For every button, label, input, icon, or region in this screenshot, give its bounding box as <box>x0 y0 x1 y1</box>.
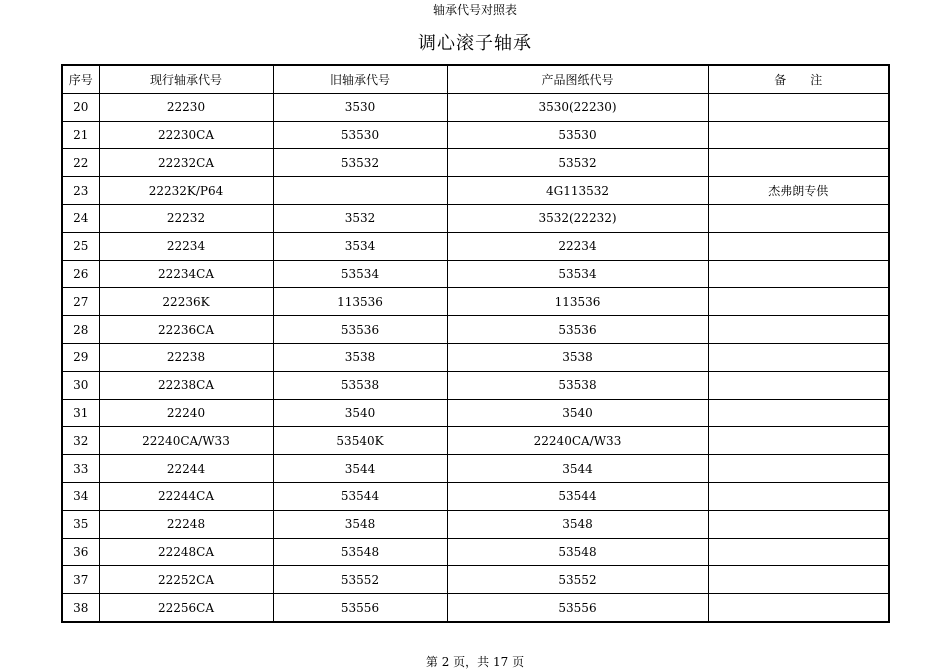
cell-remarks <box>708 343 889 371</box>
cell-old-code: 3548 <box>273 510 447 538</box>
cell-drawing-code: 113536 <box>447 288 708 316</box>
cell-old-code: 53556 <box>273 594 447 622</box>
cell-drawing-code: 53532 <box>447 149 708 177</box>
cell-remarks <box>708 232 889 260</box>
cell-drawing-code: 3540 <box>447 399 708 427</box>
cell-drawing-code: 53556 <box>447 594 708 622</box>
cell-drawing-code: 22240CA/W33 <box>447 427 708 455</box>
cell-remarks <box>708 566 889 594</box>
cell-old-code: 53544 <box>273 482 447 510</box>
cell-current-code: 22232CA <box>99 149 273 177</box>
cell-drawing-code: 53534 <box>447 260 708 288</box>
table-row <box>62 93 889 121</box>
column-header-drawing-code: 产品图纸代号 <box>447 65 708 93</box>
cell-drawing-code: 3548 <box>447 510 708 538</box>
cell-remarks <box>708 93 889 121</box>
cell-current-code: 22256CA <box>99 594 273 622</box>
table-header-row <box>62 65 889 93</box>
cell-current-code: 22248CA <box>99 538 273 566</box>
table-row <box>62 371 889 399</box>
cell-current-code: 22236CA <box>99 316 273 344</box>
cell-drawing-code: 53536 <box>447 316 708 344</box>
cell-remarks <box>708 510 889 538</box>
table-row <box>62 566 889 594</box>
cell-index: 25 <box>62 232 99 260</box>
cell-remarks <box>708 594 889 622</box>
cell-index: 23 <box>62 177 99 205</box>
cell-remarks <box>708 482 889 510</box>
cell-remarks <box>708 288 889 316</box>
cell-index: 36 <box>62 538 99 566</box>
document-title: 调心滚子轴承 <box>418 33 532 54</box>
cell-current-code: 22238CA <box>99 371 273 399</box>
cell-old-code: 3534 <box>273 232 447 260</box>
table-row <box>62 510 889 538</box>
cell-old-code: 53548 <box>273 538 447 566</box>
cell-index: 26 <box>62 260 99 288</box>
cell-old-code: 3530 <box>273 93 447 121</box>
cell-index: 28 <box>62 316 99 344</box>
cell-drawing-code: 3530(22230) <box>447 93 708 121</box>
cell-remarks <box>708 538 889 566</box>
running-header: 轴承代号对照表 <box>432 3 517 17</box>
cell-drawing-code: 3532(22232) <box>447 204 708 232</box>
cell-index: 22 <box>62 149 99 177</box>
cell-drawing-code: 3538 <box>447 343 708 371</box>
cell-drawing-code: 53530 <box>447 121 708 149</box>
column-header-index: 序号 <box>62 65 99 93</box>
table-row <box>62 343 889 371</box>
table-row <box>62 594 889 622</box>
cell-drawing-code: 3544 <box>447 455 708 483</box>
cell-drawing-code: 53538 <box>447 371 708 399</box>
cell-index: 20 <box>62 93 99 121</box>
cell-old-code: 53530 <box>273 121 447 149</box>
cell-drawing-code: 53544 <box>447 482 708 510</box>
table-row <box>62 121 889 149</box>
cell-current-code: 22230CA <box>99 121 273 149</box>
cell-index: 29 <box>62 343 99 371</box>
cell-remarks: 杰弗朗专供 <box>708 177 889 205</box>
cell-index: 24 <box>62 204 99 232</box>
cell-current-code: 22232K/P64 <box>99 177 273 205</box>
cell-old-code: 53532 <box>273 149 447 177</box>
cell-remarks <box>708 149 889 177</box>
table-row <box>62 427 889 455</box>
cell-current-code: 22252CA <box>99 566 273 594</box>
cell-current-code: 22232 <box>99 204 273 232</box>
cell-old-code: 53536 <box>273 316 447 344</box>
bearing-code-table <box>61 64 890 623</box>
cell-remarks <box>708 260 889 288</box>
cell-current-code: 22236K <box>99 288 273 316</box>
cell-current-code: 22248 <box>99 510 273 538</box>
table-row <box>62 232 889 260</box>
cell-index: 32 <box>62 427 99 455</box>
cell-remarks <box>708 427 889 455</box>
cell-index: 27 <box>62 288 99 316</box>
cell-old-code: 3532 <box>273 204 447 232</box>
cell-old-code: 3540 <box>273 399 447 427</box>
cell-drawing-code: 53552 <box>447 566 708 594</box>
cell-current-code: 22230 <box>99 93 273 121</box>
table-row <box>62 399 889 427</box>
cell-old-code: 3544 <box>273 455 447 483</box>
cell-index: 30 <box>62 371 99 399</box>
table-row <box>62 260 889 288</box>
cell-current-code: 22244CA <box>99 482 273 510</box>
table-body <box>62 93 889 622</box>
cell-index: 35 <box>62 510 99 538</box>
cell-remarks <box>708 204 889 232</box>
cell-old-code <box>273 177 447 205</box>
cell-old-code: 53534 <box>273 260 447 288</box>
cell-index: 38 <box>62 594 99 622</box>
cell-remarks <box>708 455 889 483</box>
cell-current-code: 22244 <box>99 455 273 483</box>
cell-old-code: 53538 <box>273 371 447 399</box>
cell-index: 33 <box>62 455 99 483</box>
cell-remarks <box>708 316 889 344</box>
table-row <box>62 482 889 510</box>
cell-remarks <box>708 399 889 427</box>
table-row <box>62 455 889 483</box>
cell-current-code: 22234 <box>99 232 273 260</box>
column-header-remarks: 备 注 <box>708 65 889 93</box>
column-header-old-code: 旧轴承代号 <box>273 65 447 93</box>
page-number: 第 2 页，共 17 页 <box>425 655 525 669</box>
table-row <box>62 316 889 344</box>
cell-drawing-code: 22234 <box>447 232 708 260</box>
cell-index: 37 <box>62 566 99 594</box>
cell-remarks <box>708 121 889 149</box>
cell-drawing-code: 4G113532 <box>447 177 708 205</box>
table-row <box>62 149 889 177</box>
cell-current-code: 22240CA/W33 <box>99 427 273 455</box>
cell-drawing-code: 53548 <box>447 538 708 566</box>
cell-old-code: 113536 <box>273 288 447 316</box>
cell-old-code: 53540K <box>273 427 447 455</box>
cell-index: 21 <box>62 121 99 149</box>
cell-remarks <box>708 371 889 399</box>
column-header-current-code: 现行轴承代号 <box>99 65 273 93</box>
cell-old-code: 53552 <box>273 566 447 594</box>
cell-index: 34 <box>62 482 99 510</box>
table-row <box>62 538 889 566</box>
table-row <box>62 177 889 205</box>
cell-current-code: 22238 <box>99 343 273 371</box>
cell-index: 31 <box>62 399 99 427</box>
cell-old-code: 3538 <box>273 343 447 371</box>
table-row <box>62 288 889 316</box>
table-row <box>62 204 889 232</box>
cell-current-code: 22240 <box>99 399 273 427</box>
cell-current-code: 22234CA <box>99 260 273 288</box>
